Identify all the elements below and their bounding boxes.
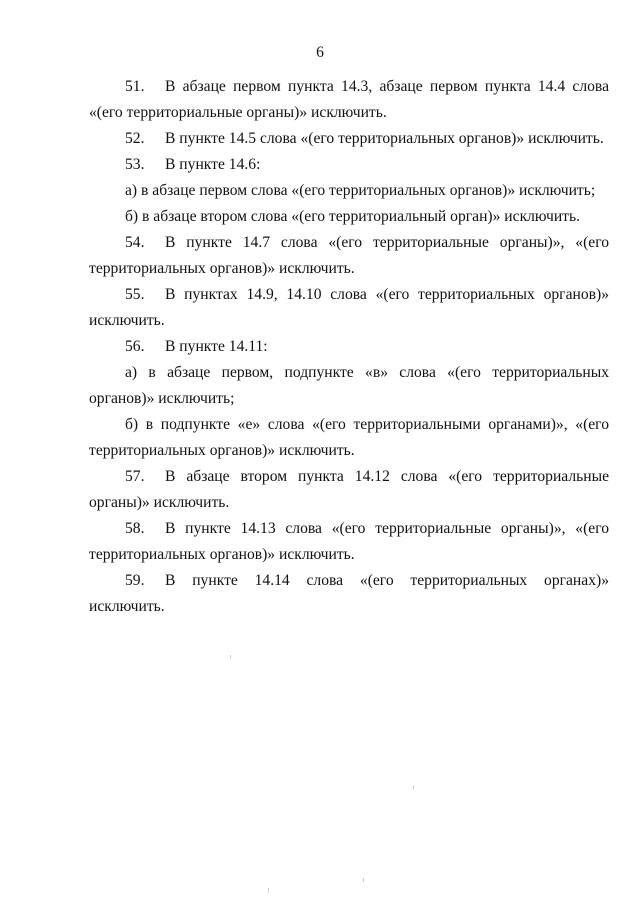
scan-speck	[413, 785, 414, 789]
paragraph-57	[89, 464, 609, 516]
scan-speck	[268, 888, 269, 893]
paragraph-58	[89, 516, 609, 568]
paragraph-text: В абзаце первом пункта 14.3, абзаце первом пункта 14.4 слова «(его территориальные органы)» исключить.	[89, 78, 609, 121]
paragraph-text: В пункте 14.7 слова «(его территориальные органы)», «(его территориальных органов)» исключить.	[89, 234, 609, 277]
paragraph-52	[89, 126, 609, 152]
paragraph-53-b	[89, 204, 609, 230]
paragraph-51	[89, 74, 609, 126]
paragraph-text: а) в абзаце первом, подпункте «в» слова «(его территориальных органов)» исключить;	[89, 364, 609, 407]
paragraph-text: б) в подпункте «е» слова «(его территориальными органами)», «(его территориальных органов)» исключить.	[89, 416, 609, 459]
item-number: 52.	[125, 130, 145, 147]
paragraph-56	[89, 334, 609, 360]
paragraph-text: В пункте 14.13 слова «(его территориальные органы)», «(его территориальных органов)» исключить.	[89, 520, 609, 563]
paragraph-54	[89, 230, 609, 282]
item-number: 56.	[125, 338, 145, 355]
paragraph-56-b	[89, 412, 609, 464]
paragraph-text: а) в абзаце первом слова «(его территориальных органов)» исключить;	[125, 182, 596, 199]
paragraph-text: б) в абзаце втором слова «(его территориальный орган)» исключить.	[125, 208, 580, 225]
item-number: 53.	[125, 156, 145, 173]
paragraph-text: В пункте 14.11:	[165, 338, 268, 355]
paragraph-text: В пунктах 14.9, 14.10 слова «(его территориальных органов)» исключить.	[89, 286, 609, 329]
paragraph-59	[89, 568, 609, 620]
paragraph-53	[89, 152, 609, 178]
paragraph-55	[89, 282, 609, 334]
paragraph-text: В пункте 14.6:	[165, 156, 261, 173]
document-body	[89, 74, 609, 620]
paragraph-text: В пункте 14.5 слова «(его территориальных органов)» исключить.	[165, 130, 604, 147]
paragraph-text: В пункте 14.14 слова «(его территориальных органах)» исключить.	[89, 572, 609, 615]
item-number: 57.	[125, 468, 145, 485]
item-number: 51.	[125, 78, 145, 95]
scan-speck	[363, 878, 364, 882]
paragraph-text: В абзаце втором пункта 14.12 слова «(его территориальные органы)» исключить.	[89, 468, 609, 511]
paragraph-53-a	[89, 178, 609, 204]
item-number: 58.	[125, 520, 145, 537]
paragraph-56-a	[89, 360, 609, 412]
item-number: 59.	[125, 572, 145, 589]
item-number: 54.	[125, 234, 145, 251]
item-number: 55.	[125, 286, 145, 303]
scan-speck	[230, 655, 231, 658]
page-number: 6	[316, 44, 324, 61]
